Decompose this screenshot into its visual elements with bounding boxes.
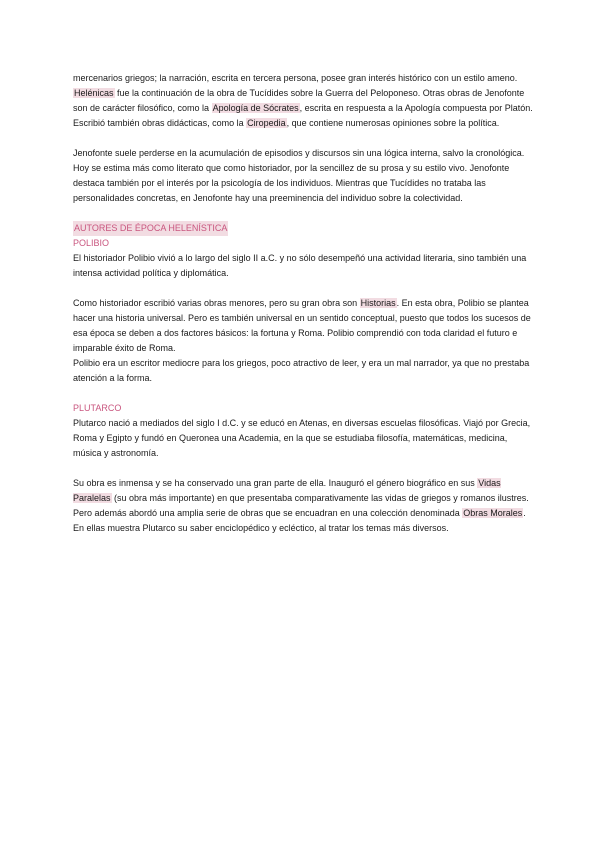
highlight-helenicas: Helénicas bbox=[74, 88, 114, 98]
text-run: , escrita en respuesta a la Apología compuesta por Platón. Escribió también obras didácticas, como la bbox=[73, 103, 533, 128]
text-run: mercenarios griegos; la narración, escrita en tercera persona, posee gran interés histórico con un estilo ameno. bbox=[73, 73, 518, 83]
paragraph-plutarco-works bbox=[73, 476, 533, 536]
paragraph-jenofonte-works bbox=[73, 71, 533, 131]
polibio-heading: POLIBIO bbox=[73, 238, 110, 248]
paragraph-plutarco-intro: Plutarco nació a mediados del siglo I d.C. y se educó en Atenas, en diversas escuelas filosóficas. Viajó por Grecia, Roma y Egipto y fundó en Queronea una Academia, en la que se estudiaba filosofía, matemáticas, medicina, música y astronomía. bbox=[73, 418, 531, 458]
plutarco-heading: PLUTARCO bbox=[73, 403, 122, 413]
text-run: . En esta obra, Polibio se plantea hacer una historia universal. Pero es también universal en un sentido conceptual, puesto que todos los sucesos de esa época se deben a dos factores básicos: la fortuna y Roma. Polibio comprendió con toda claridad el futuro e imparable éxito de Roma. bbox=[73, 298, 531, 353]
highlight-vidas-paralelas: Vidas Paralelas bbox=[73, 478, 501, 503]
text-run: Su obra es inmensa y se ha conservado una gran parte de ella. Inauguró el género biográfico en sus bbox=[73, 478, 478, 488]
section-heading bbox=[73, 221, 533, 236]
paragraph-jenofonte-style: Jenofonte suele perderse en la acumulación de episodios y discursos sin una lógica interna, salvo la cronológica. Hoy se estima más como literato que como historiador, por la sencillez de su prosa y su estilo vivo. Jenofonte destaca también por el interés por la psicología de los individuos. Mientras que Tucídides no trataba las personalidades concretas, en Jenofonte hay una preeminencia del individuo sobre la colectividad. bbox=[73, 148, 525, 203]
highlight-obras-morales: Obras Morales bbox=[463, 508, 523, 518]
text-run: Como historiador escribió varias obras menores, pero su gran obra son bbox=[73, 298, 360, 308]
highlight-apologia: Apología de Sócrates bbox=[212, 103, 299, 113]
paragraph-polibio-intro: El historiador Polibio vivió a lo largo del siglo II a.C. y no sólo desempeñó una actividad literaria, sino también una intensa actividad política y diplomática. bbox=[73, 253, 527, 278]
highlight-historias: Historias bbox=[360, 298, 396, 308]
text-run: , que contiene numerosas opiniones sobre la política. bbox=[286, 118, 500, 128]
paragraph-polibio-style: Polibio era un escritor mediocre para los griegos, poco atractivo de leer, y era un mal narrador, ya que no prestaba atención a la forma. bbox=[73, 358, 530, 383]
paragraph-polibio-works bbox=[73, 296, 533, 356]
section-heading-text: AUTORES DE ÉPOCA HELENÍSTICA bbox=[73, 221, 228, 236]
document-page bbox=[73, 71, 533, 536]
text-run: (su obra más importante) en que presentaba comparativamente las vidas de griegos y romanos ilustres. Pero además abordó una amplia serie de obras que se encuadran en una colección denominada bbox=[73, 493, 529, 518]
text-run: . En ellas muestra Plutarco su saber enciclopédico y ecléctico, al tratar los temas más diversos. bbox=[73, 508, 526, 533]
highlight-ciropedia: Ciropedia bbox=[247, 118, 286, 128]
text-run: fue la continuación de la obra de Tucídides sobre la Guerra del Peloponeso. Otras obras de Jenofonte son de carácter filosófico, como la bbox=[73, 88, 525, 113]
